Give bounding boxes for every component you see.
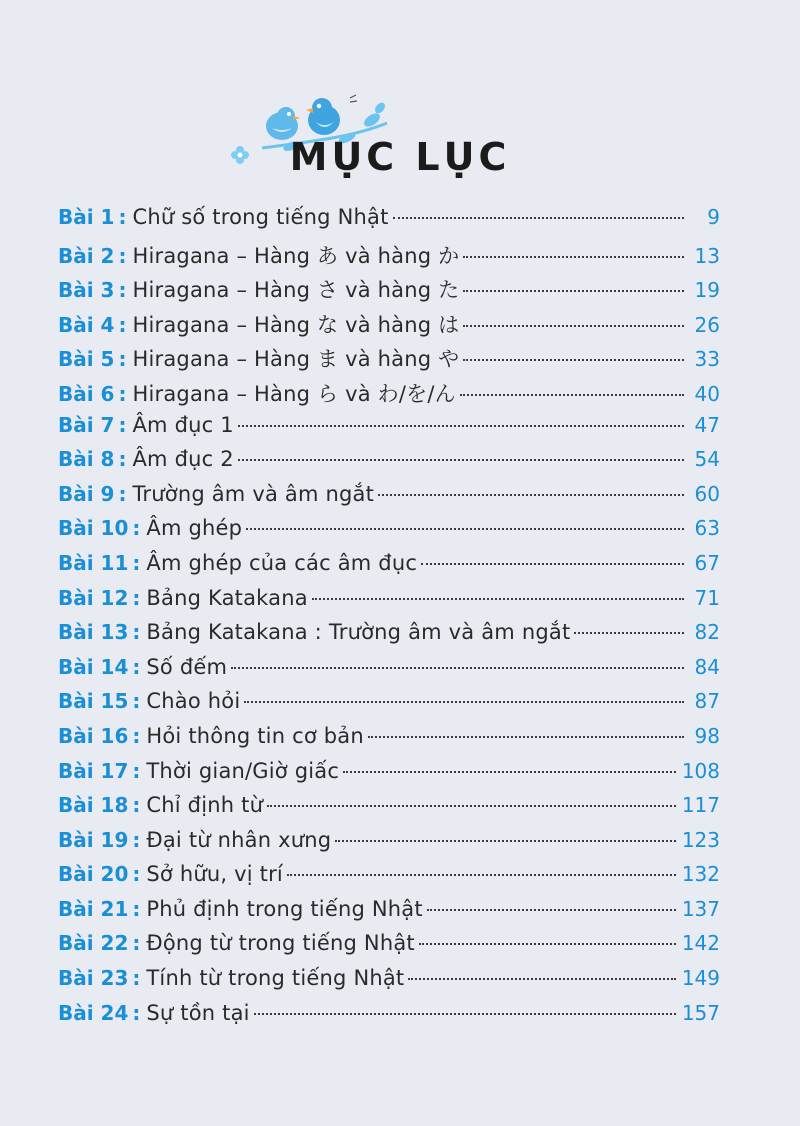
lesson-number: Bài 22: [58, 931, 129, 956]
page-number: 60: [694, 481, 720, 506]
page-number: 132: [681, 862, 720, 887]
page-number: 33: [694, 347, 720, 372]
lesson-number: Bài 7: [58, 412, 115, 437]
lesson-title: Động từ trong tiếng Nhật: [146, 931, 415, 956]
toc-entry: [58, 274, 720, 309]
dot-leader: [463, 358, 684, 361]
dot-leader: [244, 700, 684, 703]
dot-leader: [421, 562, 684, 565]
page-number: 47: [694, 412, 720, 437]
page-number: 19: [694, 278, 720, 303]
page-number: 13: [694, 243, 720, 268]
lesson-separator: :: [118, 347, 127, 372]
dot-leader: [463, 255, 684, 258]
page-number: 84: [694, 654, 720, 679]
lesson-number: Bài 1: [58, 205, 115, 229]
lesson-number: Bài 8: [58, 447, 115, 472]
page-number: 54: [694, 447, 720, 472]
lesson-title: Hiragana – Hàng あ và hàng か: [132, 243, 460, 268]
lesson-number: Bài 19: [58, 827, 129, 852]
lesson-separator: :: [132, 827, 141, 852]
toc-entry: [58, 1001, 720, 1036]
lesson-separator: :: [132, 793, 141, 818]
dot-leader: [267, 804, 676, 807]
lesson-number: Bài 6: [58, 381, 115, 406]
lesson-title: Số đếm: [146, 654, 228, 679]
table-of-contents: [58, 205, 720, 1035]
lesson-number: Bài 23: [58, 966, 129, 991]
page-number: 63: [694, 516, 720, 541]
lesson-separator: :: [132, 758, 141, 783]
dot-leader: [419, 942, 676, 945]
dot-leader: [254, 1012, 676, 1015]
lesson-title: Hiragana – Hàng な và hàng は: [132, 312, 460, 337]
lesson-separator: :: [132, 931, 141, 956]
lesson-number: Bài 21: [58, 896, 129, 921]
lesson-number: Bài 3: [58, 278, 115, 303]
lesson-number: Bài 9: [58, 481, 115, 506]
dot-leader: [463, 324, 684, 327]
dot-leader: [427, 908, 676, 911]
lesson-separator: :: [118, 243, 127, 268]
lesson-title: Âm đục 2: [132, 447, 234, 472]
toc-entry: [58, 205, 720, 240]
lesson-separator: :: [118, 205, 127, 229]
page-number: 87: [694, 689, 720, 714]
lesson-separator: :: [132, 654, 141, 679]
page-number: 40: [694, 381, 720, 406]
dot-leader: [343, 770, 676, 773]
toc-entry: [58, 724, 720, 759]
page-number: 108: [681, 758, 720, 783]
page-number: 82: [694, 620, 720, 645]
toc-entry: [58, 689, 720, 724]
lesson-title: Trường âm và âm ngắt: [132, 481, 375, 506]
dot-leader: [231, 666, 684, 669]
toc-entry: [58, 759, 720, 794]
toc-entry: [58, 966, 720, 1001]
lesson-number: Bài 18: [58, 793, 129, 818]
toc-entry: [58, 828, 720, 863]
lesson-title: Bảng Katakana: [146, 585, 308, 610]
lesson-separator: :: [118, 381, 127, 406]
lesson-title: Âm ghép của các âm đục: [146, 550, 418, 575]
lesson-title: Hiragana – Hàng ら và わ/を/ん: [132, 381, 456, 406]
page-number: 67: [694, 550, 720, 575]
page-number: 123: [681, 827, 720, 852]
toc-entry: [58, 447, 720, 482]
toc-entry: [58, 931, 720, 966]
lesson-number: Bài 17: [58, 758, 129, 783]
lesson-number: Bài 20: [58, 862, 129, 887]
lesson-title: Sự tồn tại: [146, 1000, 250, 1025]
toc-entry: [58, 862, 720, 897]
lesson-title: Âm đục 1: [132, 412, 234, 437]
lesson-title: Hỏi thông tin cơ bản: [146, 723, 364, 748]
toc-entry: [58, 343, 720, 378]
lesson-title: Hiragana – Hàng ま và hàng や: [132, 347, 460, 372]
lesson-separator: :: [132, 516, 141, 541]
lesson-number: Bài 2: [58, 243, 115, 268]
lesson-title: Tính từ trong tiếng Nhật: [146, 966, 405, 991]
toc-entry: [58, 655, 720, 690]
page-number: 149: [681, 966, 720, 991]
page-number: 71: [694, 585, 720, 610]
lesson-title: Chào hỏi: [146, 689, 241, 714]
lesson-title: Bảng Katakana : Trường âm và âm ngắt: [146, 620, 571, 645]
lesson-separator: :: [132, 1000, 141, 1025]
dot-leader: [460, 393, 684, 396]
lesson-separator: :: [132, 585, 141, 610]
lesson-number: Bài 11: [58, 550, 129, 575]
toc-entry: [58, 620, 720, 655]
toc-entry: [58, 793, 720, 828]
page-number: 98: [694, 723, 720, 748]
lesson-title: Hiragana – Hàng さ và hàng た: [132, 278, 460, 303]
lesson-title: Thời gian/Giờ giấc: [146, 758, 340, 783]
lesson-separator: :: [132, 896, 141, 921]
dot-leader: [378, 493, 684, 496]
lesson-separator: :: [132, 723, 141, 748]
lesson-number: Bài 13: [58, 620, 129, 645]
lesson-title: Phủ định trong tiếng Nhật: [146, 896, 423, 921]
lesson-separator: :: [132, 862, 141, 887]
lesson-number: Bài 12: [58, 585, 129, 610]
lesson-separator: :: [118, 312, 127, 337]
page-title: MỤC LỤC: [289, 135, 511, 179]
lesson-number: Bài 24: [58, 1000, 129, 1025]
lesson-number: Bài 16: [58, 723, 129, 748]
dot-leader: [574, 631, 684, 634]
page-number: 157: [681, 1000, 720, 1025]
lesson-separator: :: [118, 412, 127, 437]
dot-leader: [463, 289, 684, 292]
page-number: 26: [694, 312, 720, 337]
dot-leader: [287, 873, 676, 876]
lesson-separator: :: [132, 620, 141, 645]
toc-entry: [58, 309, 720, 344]
header-decoration: [0, 70, 800, 200]
toc-entry: [58, 240, 720, 275]
dot-leader: [368, 735, 684, 738]
toc-entry: [58, 551, 720, 586]
dot-leader: [312, 597, 684, 600]
lesson-number: Bài 10: [58, 516, 129, 541]
dot-leader: [238, 458, 684, 461]
page-number: 137: [681, 896, 720, 921]
lesson-separator: :: [132, 966, 141, 991]
toc-entry: [58, 897, 720, 932]
lesson-number: Bài 15: [58, 689, 129, 714]
dot-leader: [408, 977, 675, 980]
lesson-title: Chữ số trong tiếng Nhật: [132, 205, 389, 229]
lesson-number: Bài 14: [58, 654, 129, 679]
lesson-title: Đại từ nhân xưng: [146, 827, 332, 852]
dot-leader: [246, 527, 684, 530]
page-number: 9: [707, 205, 720, 229]
dot-leader: [335, 839, 676, 842]
lesson-number: Bài 4: [58, 312, 115, 337]
toc-entry: [58, 516, 720, 551]
lesson-separator: :: [132, 550, 141, 575]
toc-entry: [58, 586, 720, 621]
page-number: 117: [681, 793, 720, 818]
lesson-title: Âm ghép: [146, 516, 243, 541]
lesson-separator: :: [118, 278, 127, 303]
lesson-number: Bài 5: [58, 347, 115, 372]
toc-entry: [58, 482, 720, 517]
toc-entry: [58, 378, 720, 413]
page-number: 142: [681, 931, 720, 956]
dot-leader: [238, 424, 684, 427]
lesson-separator: :: [118, 481, 127, 506]
dot-leader: [393, 216, 685, 219]
lesson-separator: :: [118, 447, 127, 472]
lesson-separator: :: [132, 689, 141, 714]
lesson-title: Chỉ định từ: [146, 793, 264, 818]
lesson-title: Sở hữu, vị trí: [146, 862, 283, 887]
toc-entry: [58, 413, 720, 448]
